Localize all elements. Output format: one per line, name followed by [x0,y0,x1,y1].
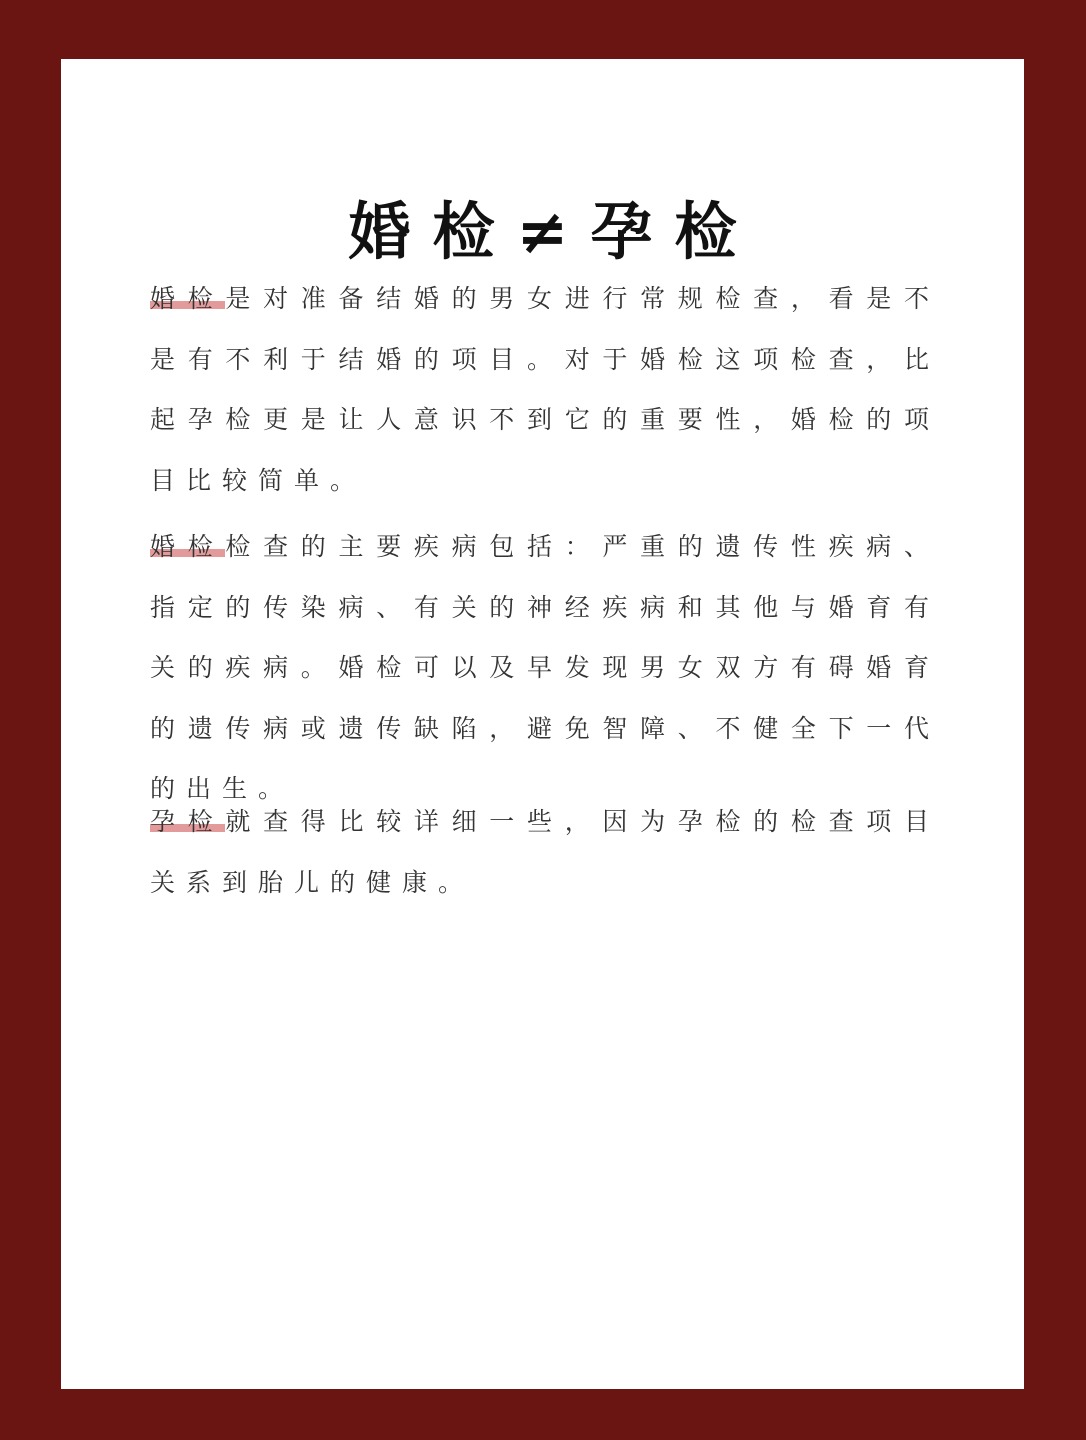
paragraph-text: 就查得比较详细一些，因为孕检的检查项目关系到胎儿的健康。 [150,807,940,897]
article-card [61,59,1024,1389]
paragraph-2 [150,517,940,820]
paragraph-text: 是对准备结婚的男女进行常规检查，看是不是有不利于结婚的项目。对于婚检这项检查，比起孕检更是让人意识不到它的重要性，婚检的项目比较简单。 [150,284,940,495]
keyword-highlight: 孕检 [150,807,226,836]
paragraph-3 [150,792,940,913]
keyword-highlight: 婚检 [150,284,226,313]
paragraph-1 [150,269,940,511]
keyword-highlight: 婚检 [150,532,226,561]
page-title: 婚检≠孕检 [348,195,759,268]
paragraph-text: 检查的主要疾病包括：严重的遗传性疾病、指定的传染病、有关的神经疾病和其他与婚育有关的疾病。婚检可以及早发现男女双方有碍婚育的遗传病或遗传缺陷，避免智障、不健全下一代的出生。 [150,532,940,803]
